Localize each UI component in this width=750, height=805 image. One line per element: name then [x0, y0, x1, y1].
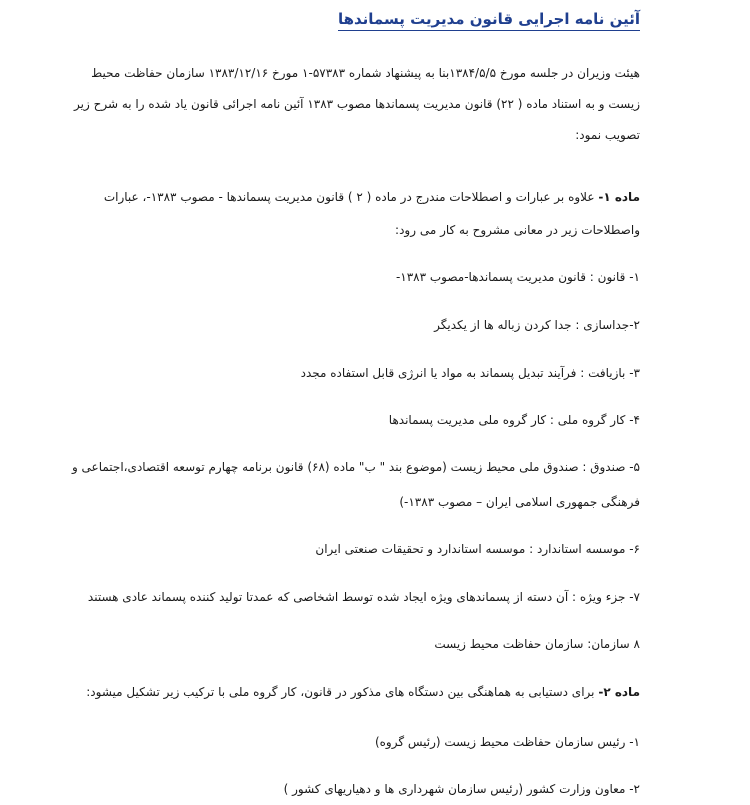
article-2-line [86, 685, 640, 699]
definition-item: ۱- قانون : قانون مدیریت پسماندها-مصوب ۱۳۸۳- [395, 270, 640, 284]
article-2-text: برای دستیابی به هماهنگی بین دستگاه های مذکور در قانون، کار گروه ملی با ترکیب زیر تشکیل میشود: [86, 685, 595, 699]
definition-item: ۲-جداسازی : جدا کردن زباله ها از یکدیگر [434, 318, 640, 332]
definition-item: ۷- جزء ویژه : آن دسته از پسماندهای ویژه ایجاد شده توسط اشخاصی که عمدتا تولید کننده پسماند عادی هستند [87, 590, 640, 604]
document-title: آئین نامه اجرایی قانون مدیریت پسماندها [338, 10, 640, 31]
definition-item: ۶- موسسه استاندارد : موسسه استاندارد و تحقیقات صنعتی ایران [315, 542, 640, 556]
definition-item: ۸ سازمان: سازمان حفاظت محیط زیست [434, 637, 640, 651]
article-1-line-1 [104, 190, 640, 204]
article-1-line-2: واصطلاحات زیر در معانی مشروح به کار می رود: [395, 223, 640, 237]
article-2-label: ماده ۲- [598, 685, 640, 699]
member-item: ۲- معاون وزارت کشور (رئیس سازمان شهرداری ها و دهیاریهای کشور ) [283, 782, 640, 796]
definition-item: ۳- بازیافت : فرآیند تبدیل پسماند به مواد یا انرژی قابل استفاده مجدد [300, 366, 640, 380]
intro-line-3: تصویب نمود: [575, 128, 640, 142]
article-1-text: علاوه بر عبارات و اصطلاحات مندرج در ماده ( ۲ ) قانون مدیریت پسماندها - مصوب ۱۳۸۳-، عبارات [103, 190, 595, 204]
intro-line-2: زیست و به استناد ماده ( ۲۲) قانون مدیریت پسماندها مصوب ۱۳۸۳ آئین نامه اجرائی قانون یاد شده را به شرح زیر [74, 97, 640, 111]
definition-item-continued: فرهنگی جمهوری اسلامی ایران – مصوب ۱۳۸۳-) [399, 495, 640, 509]
definition-item: ۵- صندوق : صندوق ملی محیط زیست (موضوع بند " ب" ماده (۶۸) قانون برنامه چهارم توسعه اقتصادی،اجتماعی و [71, 460, 640, 474]
member-item: ۱- رئیس سازمان حفاظت محیط زیست (رئیس گروه) [374, 735, 640, 749]
intro-line-1: هیئت وزیران در جلسه مورخ ۱۳۸۴/۵/۵بنا به پیشنهاد شماره ۵۷۳۸۳-۱ مورخ ۱۳۸۳/۱۲/۱۶ سازمان حفاظت محیط [91, 66, 640, 80]
definition-item: ۴- کار گروه ملی : کار گروه ملی مدیریت پسماندها [388, 413, 640, 427]
article-1-label: ماده ۱- [598, 190, 640, 204]
